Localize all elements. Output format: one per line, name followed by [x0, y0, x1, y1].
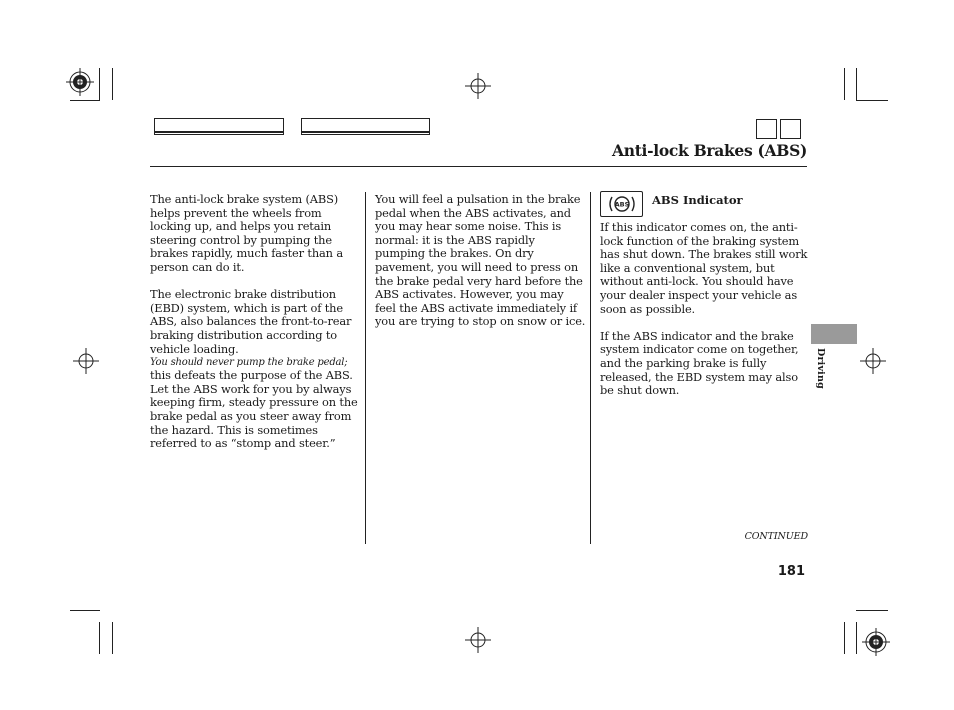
- header-box-left: [154, 118, 284, 135]
- section-thumb-tab: [811, 324, 857, 344]
- left-column: [150, 193, 362, 451]
- header-box-right: [301, 118, 430, 135]
- paragraph: If the ABS indicator and the brake system indicator come on together, and the parking brake is fully released, the EBD system may also be shut down.: [600, 328, 799, 398]
- abs-warning-icon: [600, 191, 643, 217]
- paragraph: The electronic brake distribution (EBD) system, which is part of the ABS, also balances the front-to-rear braking distribution according to vehicle loading.: [150, 287, 352, 356]
- crosshair-icon: [465, 73, 491, 99]
- paragraph: this defeats the purpose of the ABS. Let the ABS work for you by always keeping firm, steady pressure on the brake pedal as you steer away from the hazard. This is sometimes referred to as “stomp and steer.”: [150, 368, 358, 451]
- right-column: [600, 191, 812, 398]
- registration-target-icon: [66, 68, 94, 96]
- section-marker-box: [756, 119, 777, 139]
- column-divider: [365, 192, 366, 544]
- paragraph: You will feel a pulsation in the brake pedal when the ABS activates, and you may hear some noise. This is normal: it is the ABS rapidly pumping the brakes. On dry pavement, you will need to press on the brake pedal very hard before the ABS activates. However, you may feel the ABS activate immediately if you are trying to stop on snow or ice.: [375, 192, 586, 329]
- section-marker-box: [780, 119, 801, 139]
- section-label: Driving: [815, 348, 826, 389]
- middle-column: [375, 193, 587, 329]
- page-title: Anti-lock Brakes (ABS): [612, 141, 807, 160]
- margin-note: You should never pump the brake pedal;: [150, 357, 348, 369]
- continued-marker: CONTINUED: [744, 531, 808, 542]
- page-number: 181: [777, 564, 805, 579]
- column-divider: [590, 192, 591, 544]
- paragraph: If this indicator comes on, the anti- lock function of the braking system has shut down. The brakes still work like a conventional system, but without anti-lock. You should have your dealer inspect your vehicle as soon as possible.: [600, 220, 808, 316]
- crosshair-icon: [73, 348, 99, 374]
- crosshair-icon: [860, 348, 886, 374]
- svg-text:ABS: ABS: [614, 200, 629, 209]
- registration-target-icon: [862, 628, 890, 656]
- crosshair-icon: [465, 627, 491, 653]
- header-rule: [150, 166, 807, 167]
- paragraph: The anti-lock brake system (ABS) helps prevent the wheels from locking up, and helps you retain steering control by pumping the brakes rapidly, much faster than a person can do it.: [150, 192, 343, 274]
- indicator-subheading: ABS Indicator: [652, 193, 743, 207]
